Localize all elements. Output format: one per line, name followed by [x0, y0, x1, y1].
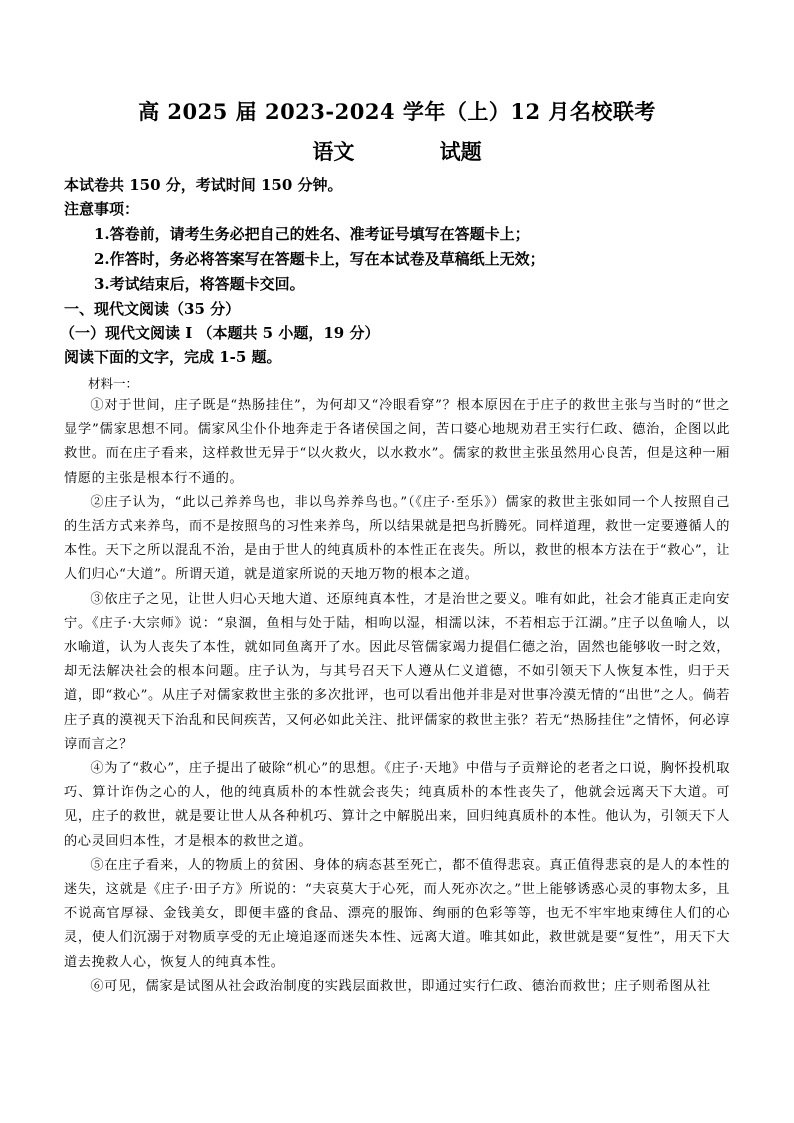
passage-paragraph: ③依庄子之见，让世人归心天地大道、还原纯真本性，才是治世之要义。唯有如此，社会才能真正走向安宁。《庄子·大宗师》说：“泉涸，鱼相与处于陆，相呴以湿，相濡以沫，不若相忘于江湖。”庄子以鱼喻人，以水喻道，认为人丧失了本性，就如同鱼离开了水。因此尽管儒家竭力提倡仁德之治，固然也能够收一时之效，却无法解决社会的根本问题。庄子认为，与其号召天下人遵从仁义道德，不如引领天下人恢复本性，归于天道，即“救心”。从庄子对儒家救世主张的多次批评，也可以看出他并非是对世事冷漠无情的“出世”之人。倘若庄子真的漠视天下治乱和民间疾苦，又何必如此关注、批评儒家的救世主张？若无“热肠挂住”之情怀，何必谆谆而言之？ [64, 591, 730, 752]
section-subheading: （一）现代文阅读 I （本题共 5 小题，19 分） [60, 324, 380, 342]
notice-item: 1.答卷前，请考生务必把自己的姓名、准考证号填写在答题卡上； [94, 225, 530, 243]
passage-paragraph: ⑥可见，儒家是试图从社会政治制度的实践层面救世，即通过实行仁政、德治而救世；庄子则希图从社 [90, 978, 711, 994]
passage-paragraph: ②庄子认为，“此以己养养鸟也，非以鸟养养鸟也。”（《庄子·至乐》）儒家的救世主张如同一个人按照自己的生活方式来养鸟，而不是按照鸟的习性来养鸟，所以结果就是把鸟折腾死。同样道理，救世一定要遵循人的本性。天下之所以混乱不治，是由于世人的纯真质朴的本性正在丧失。所以，救世的根本方法在于“救心”，让人们归心“大道”。所谓天道，就是道家所说的天地万物的根本之道。 [64, 494, 730, 583]
passage-paragraph: ①对于世间，庄子既是“热肠挂住”，为何却又“冷眼看穿”？根本原因在于庄子的救世主张与当时的“世之显学”儒家思想不同。儒家风尘仆仆地奔走于各诸侯国之间，苦口婆心地规劝君王实行仁政、德治，企图以此救世。而在庄子看来，这样救世无异于“以火救火，以水救水”。儒家的救世主张虽然用心良苦，但是这种一厢情愿的主张是根本行不通的。 [64, 398, 730, 486]
notice-heading: 注意事项： [64, 200, 140, 218]
notice-item: 3.考试结束后，将答题卡交回。 [94, 275, 305, 293]
passage-paragraph: ④为了“救心”，庄子提出了破除“机心”的思想。《庄子·天地》中借与子贡辩论的老者之口说，胸怀投机取巧、算计诈伪之心的人，他的纯真质朴的本性就会丧失；纯真质朴的本性丧失了，他就会远离天下大道。可见，庄子的救世，就是要让世人从各种机巧、算计之中解脱出来，回归纯真质朴的本性。他认为，引领天下人的心灵回归本性，才是根本的救世之道。 [64, 761, 730, 849]
reading-directive: 阅读下面的文字，完成 1-5 题。 [64, 348, 282, 366]
passage-paragraph: ⑤在庄子看来，人的物质上的贫困、身体的病态甚至死亡，都不值得悲哀。真正值得悲哀的是人的本性的迷失，这就是《庄子·田子方》所说的：“夫哀莫大于心死，而人死亦次之。”世上能够诱惑心灵的事物太多，且不说高官厚禄、金钱美女，即便丰盛的食品、漂亮的服饰、绚丽的色彩等等，也无不牢牢地束缚住人们的心灵，使人们沉溺于对物质享受的无止境追逐而迷失本性、远离大道。唯其如此，救世就是要“复性”，用天下大道去挽救人心，恢复人的纯真本性。 [64, 857, 730, 970]
exam-info: 本试卷共 150 分，考试时间 150 分钟。 [64, 176, 343, 194]
material-label: 材料一： [88, 376, 139, 391]
exam-subtitle: 语文 试题 [312, 139, 482, 164]
exam-title: 高 2025 届 2023-2024 学年（上）12 月名校联考 [138, 99, 656, 124]
reading-passage [64, 394, 730, 999]
section-heading: 一、现代文阅读（35 分） [64, 300, 241, 318]
notice-item: 2.作答时，务必将答案写在答题卡上，写在本试卷及草稿纸上无效； [94, 250, 545, 268]
